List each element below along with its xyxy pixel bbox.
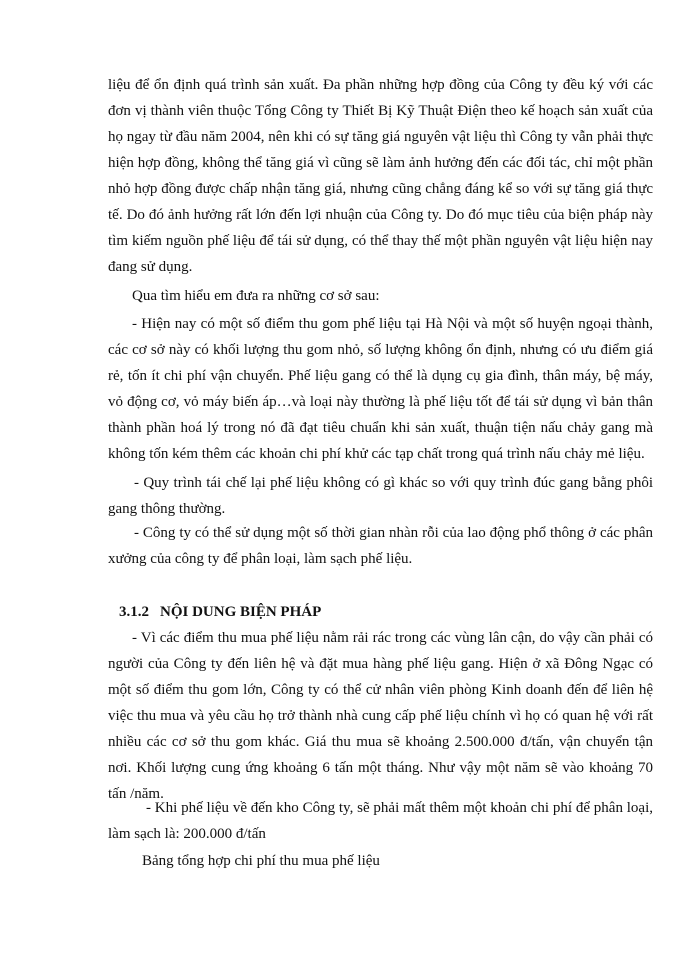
section-title: NỘI DUNG BIỆN PHÁP <box>160 604 322 620</box>
paragraph-basis-collection-points: - Hiện nay có một số điểm thu gom phế liệu tại Hà Nội và một số huyện ngoại thành, các cơ sở này có khối lượng thu gom nhỏ, số lượng không ổn định, nhưng có ưu điểm giá rẻ, tốn ít chi phí vận chuyển. Phế liệu gang có thể là dụng cụ gia đình, thân máy, bệ máy, vỏ động cơ, vỏ máy biến áp…và loại này thường là phế liệu tốt để tái sử dụng vì bản thân thành phần hoá lý trong nó đã đạt tiêu chuẩn khi sản xuất, thuận tiện nấu chảy gang mà không tốn kém thêm các khoản chi phí khử các tạp chất trong quá trình nấu chảy mẻ liệu. <box>108 316 653 462</box>
paragraph-intro-bases: Qua tìm hiểu em đưa ra những cơ sở sau: <box>132 288 380 304</box>
paragraph-basis-recycling-process: - Quy trình tái chế lại phế liệu không có gì khác so với quy trình đúc gang bằng phôi gang thông thường. <box>108 475 653 517</box>
paragraph-context: liệu để ổn định quá trình sản xuất. Đa phần những hợp đồng của Công ty đều ký với các đơn vị thành viên thuộc Tổng Công ty Thiết Bị Kỹ Thuật Điện theo kế hoạch sản xuất của họ ngay từ đầu năm 2004, nên khi có sự tăng giá nguyên vật liệu thì Công ty vẫn phải thực hiện hợp đồng, không thể tăng giá vì cũng sẽ làm ảnh hưởng đến các đối tác, chỉ một phần nhỏ hợp đồng được chấp nhận tăng giá, nhưng cũng chẳng đáng kể so với sự tăng giá thực tế. Do đó ảnh hưởng rất lớn đến lợi nhuận của Công ty. Do đó mục tiêu của biện pháp này tìm kiếm nguồn phế liệu để tái sử dụng, có thể thay thế một phần nguyên vật liệu hiện nay đang sử dụng. <box>108 77 653 275</box>
section-number: 3.1.2 <box>119 604 149 620</box>
paragraph-purchase-plan: - Vì các điểm thu mua phế liệu nằm rải rác trong các vùng lân cận, do vậy cần phải có người của Công ty đến liên hệ và đặt mua hàng phế liệu gang. Hiện ở xã Đông Ngạc có một số điểm thu gom lớn, Công ty có thể cử nhân viên phòng Kinh doanh đến để liên hệ việc thu mua và yêu cầu họ trở thành nhà cung cấp phế liệu chính vì họ có quan hệ với rất nhiều các cơ sở thu gom khác. Giá thu mua sẽ khoảng 2.500.000 đ/tấn, vận chuyển tận nơi. Khối lượng cung ứng khoảng 6 tấn một tháng. Như vậy một năm sẽ vào khoảng 70 tấn /năm. <box>108 630 653 802</box>
table-caption: Bảng tổng hợp chi phí thu mua phế liệu <box>142 853 380 869</box>
paragraph-basis-idle-labor: - Công ty có thể sử dụng một số thời gian nhàn rỗi của lao động phổ thông ở các phân xưởng của công ty để phân loại, làm sạch phế liệu. <box>108 525 653 567</box>
paragraph-sorting-cost: - Khi phế liệu về đến kho Công ty, sẽ phải mất thêm một khoản chi phí để phân loại, làm sạch là: 200.000 đ/tấn <box>108 800 653 842</box>
section-heading <box>119 599 321 625</box>
